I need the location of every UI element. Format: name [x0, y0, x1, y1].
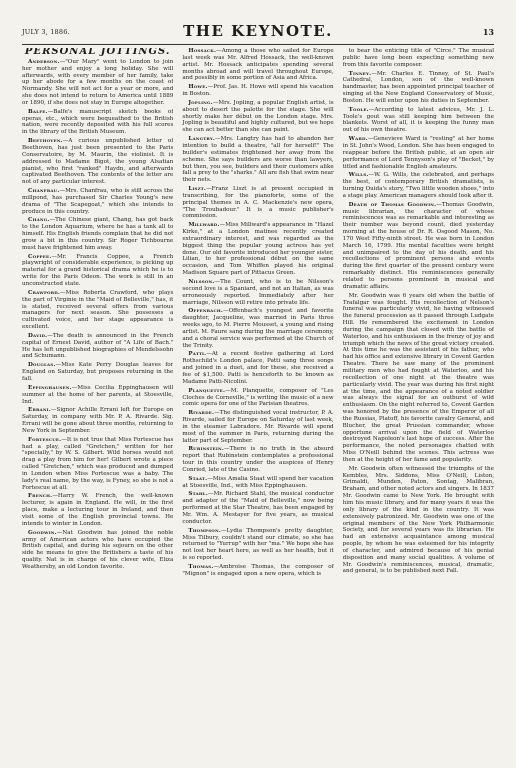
- jotting-lead: Wills.: [348, 172, 369, 179]
- jotting-item: [343, 466, 494, 576]
- jotting-text: —Offenbach's youngest and favorite daughter, Jacqueline, was married in Paris three weeks ago, to M. Pierre Mousset, a young and rising artist. M. Faure sang during the marriage ceremony, and a choral service was performed at the Church of the Trinity.: [182, 308, 334, 349]
- jotting-item: [22, 530, 173, 571]
- jotting-text: —Miss Millward's appearance in "Hazel Kirke," at a London matinee recently created extraordinary interest, and was regarded as the biggest thing the popular young actress has yet done. Our old favorite introduced her younger sister, Lilian, to her professional début on the same occasion, and Tom Whiffen played his original Madison Square part of Pittacus Green.: [182, 222, 334, 277]
- jotting-lead: Crawford.: [28, 289, 61, 296]
- jotting-text: —Mr. Francis Coppee, a French playwright of considerable experience, is picking up material for a grand historical drama which he is to write for the Paris Odeon. The work is still in an unconstructed state.: [22, 253, 174, 287]
- jotting-lead: Rubinstein.: [188, 446, 224, 453]
- jotting-item: [343, 107, 494, 134]
- jotting-text: —M. Planquette, composer of "Les Cloches de Corneville," is writing the music of a new comic opera for one of the Parisian theatres.: [182, 387, 334, 408]
- jotting-text: —Miss Kate Perry Douglas leaves for England on Saturday, but proposes returning in the fall.: [22, 362, 174, 382]
- jotting-lead: Rivarde.: [188, 410, 215, 417]
- jotting-text: —Signor Achille Errani left for Europe on Saturday, in company with Mr. P. A. Rivarde. Sig. Errani will be gone about three months, returning to New York in September.: [22, 407, 174, 434]
- jotting-item: [22, 493, 173, 527]
- page-number: 13: [482, 27, 494, 37]
- jotting-lead: Jopling.: [188, 99, 213, 106]
- jotting-text: —Mrs. Jopling, a popular English artist, is about to desert the palette for the stage. She will shortly make her début on the London stage. Mrs. Jopling is beautiful and highly cultured, but we hope she can act better than she can paint.: [182, 99, 334, 134]
- jotting-lead: Anderson.: [28, 58, 60, 65]
- jotting-text: —Among a those who sailed for Europe last week was Mr. Alfred Hossack, the well-known artist. Mr. Hossack anticipates spending several months abroad and will travel throughout Europe, and possibly in some portion of Asia and Africa.: [182, 48, 334, 82]
- jotting-text: —Harry W. French, the well-known lecturer, is again in England. He will, in the first place, make a lecturing tour in Ireland, and then visit some of the English provincial towns. He intends to winter in London.: [22, 493, 174, 527]
- jotting-item: [22, 138, 173, 186]
- jotting-text: —Mr. Richard Stahl, the musical conductor and adapter of the "Maid of Belleville," now being performed at the Star Theatre, has been engaged by Mr. Wm. A. Mestayer for five years, as musical conductor.: [182, 491, 334, 525]
- jotting-lead: Chanfrau.: [28, 188, 60, 195]
- jotting-item: [182, 476, 333, 490]
- jotting-lead: Beethoven.: [28, 138, 63, 145]
- jotting-lead: Liszt.: [188, 186, 207, 193]
- jotting-text: —Franz Liszt is at present occupied in transcribing, for the pianoforte, some of the principal themes in A. C. Mackenzie's new opera, "The Troubadour." It is a music publisher's commission.: [182, 186, 334, 220]
- jotting-item: [343, 293, 494, 464]
- jotting-text: to bear the enticing title of "Circe." The musical public have long been expecting something new from this favorite composer.: [342, 48, 494, 68]
- jotting-item: [22, 407, 173, 434]
- jotting-lead: Staat.: [188, 475, 208, 482]
- jotting-item: [22, 385, 173, 406]
- jotting-lead: Fortescue.: [28, 436, 62, 443]
- jotting-text: —"Our Mary" went to London to join her mother and enjoy a long holiday. She will afterwards, with every member of her family, take up her abode for a few months on the coast of Normandy. She will not act for a year or more, and she does not intend to return to America until 1889 or 1890, if she does not stay in Europe altogether.: [22, 58, 174, 106]
- jotting-item: [182, 446, 333, 473]
- jotting-text: —Lydia Thompson's pretty daughter, Miss Tilbury, couldn't stand our climate, so she has returned to "Yurrup" with her "ma." We hope she has not lost her heart here, as well as her health, but it is so reported.: [182, 527, 334, 562]
- jotting-text: —Prof. Jas. H. Howe will spend his vacation in Boston.: [182, 84, 334, 98]
- jotting-item: [182, 222, 333, 277]
- jotting-text: —Miss Roberta Crawford, who plays the part of Virginie in the "Maid of Belleville," has, it is stated, received several offers from various managers for next season. She possesses a cultivated voice, and her stage appearance is excellent.: [22, 289, 174, 331]
- jotting-text: —Genevieve Ward is "resting" at her home in St. John's Wood, London. She has been engaged to reappear before the British public, at an open air performance of Lord Tennyson's play of "Becket," by titled and fashionable English amateurs.: [342, 136, 494, 170]
- jotting-lead: Coppee.: [28, 253, 52, 260]
- jotting-text: —At a recent festive gathering at Lord Rothschild's London palace, Patti sang three songs and joined in a duet, and for these, she received a fee of $1,500. Patti is henceforth to be known as Madame Patti-Nicolini.: [182, 351, 334, 385]
- jotting-lead: Eppinghausen.: [28, 384, 72, 391]
- jotting-item: [182, 528, 333, 562]
- jotting-text: —Mr. Charles E. Tinney, of St. Paul's Cathedral, London, son of the well-known bandmaster, has been appointed principal teacher of singing at the New England Conservatory of Music, Boston. He will enter upon his duties in September.: [342, 70, 494, 104]
- jotting-item: [182, 308, 333, 349]
- jotting-text: —There is no truth in the absurd report that Rubinstein contemplates a professional tour in this country under the auspices of Henry Conried, late of the Casino.: [182, 446, 334, 473]
- jotting-item: [182, 564, 333, 578]
- jotting-item: [343, 172, 494, 199]
- jotting-item: [182, 136, 333, 184]
- jotting-item: [22, 217, 173, 251]
- jotting-lead: Stahl.: [188, 491, 208, 498]
- jotting-lead: Chang.: [28, 217, 50, 224]
- jotting-lead: Ward.: [348, 136, 368, 143]
- jotting-text: —Miss Cecilia Eppinghausen will summer at the home of her parents, at Stoesville, Ind.: [22, 384, 174, 405]
- jotting-lead: Offenbach.: [188, 308, 223, 315]
- jotting-item: [22, 254, 173, 288]
- jotting-text: Mr. Goodwin often witnessed the triumphs of the Kembles, Mrs. Siddons, Miss O'Neill, Liston, Grimaldi, Munden, Paton, Sontag, Malibran, Braham, and other noted actors and singers. In 1837 Mr. Goodwin came to New York. He brought with him his music library, and for many years it was the only library of the kind in the country. It was extensively patronized. Mr. Goodwin was one of the original members of the New York Philharmonic Society, and for several years was its librarian. He had an extensive acquaintance among musical people, by whom he was esteemed for his integrity of character, and admired because of his genial disposition and many social qualities. A volume of Mr. Goodwin's reminiscences, musical, dramatic, and general, is to be published next Fall.: [342, 465, 494, 575]
- jotting-lead: Tinney.: [348, 70, 372, 77]
- jotting-lead: David.: [28, 332, 48, 339]
- jotting-lead: Planquette.: [188, 387, 226, 394]
- jotting-text: —A curious unpublished letter of Beethoven, has just been presented to the Paris Conservatoire, by M. Maurin, the violinist. It is addressed to Madame Bigot, the young Alsatian pianist, who first "ranked" Haydn, and afterwards captivated Beethoven. The contents of the letter are not of any particular interest.: [22, 138, 174, 186]
- jotting-lead: Hossack.: [188, 48, 217, 54]
- jotting-lead: Langtry.: [188, 136, 216, 143]
- issue-date: JULY 3, 1886.: [22, 28, 70, 36]
- jotting-item: [182, 48, 333, 82]
- jotting-text: —Nat Goodwin has joined the noble army of American actors who have occupied the British capital, and during his sojourn on the other side he means to give the Britishers a taste of his quality. Nat is in charge of his clever wife, Eliza Weathersby, an old London favorite.: [22, 529, 174, 570]
- jotting-lead: Millward.: [188, 222, 220, 229]
- jotting-text: —The Chinese giant, Chang, has got back to the London Aquarium, where he has a tank all to himself. His English friends complain that he did not grow a bit in this country. Sir Roger Tichbourne must have frightened him away.: [22, 217, 174, 251]
- jotting-item: [182, 186, 333, 220]
- jotting-lead: Thompson.: [188, 527, 221, 534]
- article-columns: [22, 48, 494, 768]
- jotting-item: [182, 410, 333, 444]
- jotting-item: [182, 351, 333, 385]
- jotting-item: [182, 279, 333, 306]
- jotting-item: [182, 84, 333, 98]
- jotting-lead: Death of Thomas Goodwin.: [348, 201, 437, 208]
- jotting-lead: Errani.: [28, 407, 51, 414]
- jotting-lead: Toole.: [348, 106, 369, 113]
- jotting-text: —Mrs. Chanfrau, who is still across the millpond, has purchased Sir Charles Young's new drama of "The Scapegoat," which she intends to produce in this country.: [22, 188, 174, 215]
- column-1: [22, 48, 173, 768]
- jotting-lead: Goodwin.: [28, 529, 57, 536]
- jotting-text: —Thomas Goodwin, music librarian, the character of whose reminiscences was as remarkable and interesting as their number was beyond count, died yesterday morning at the house of Dr. R. Osgood Mason, No. 170 West Fifty-ninth street. He was born in London March 16, 1799. His mental faculties were bright and unimpaired to the day of his death, and his recollections of prominent persons and events during the first quarter of the present century were remarkably distinct. His reminiscences generally related to persons prominent in musical and dramatic affairs.: [342, 201, 494, 290]
- column-3: [343, 48, 494, 768]
- jotting-lead: Howe.: [188, 84, 208, 91]
- jotting-text: —Balfe's manuscript sketch books of operas, etc., which were bequeathed to the British nation, were recently deposited with his full scores in the library of the British Museum.: [22, 108, 174, 136]
- jotting-text: —Miss Amalia Staat will spend her vacation at Stoesville, Ind., with Miss Eppinghausen.: [182, 475, 334, 489]
- jotting-text: —Ambroise Thomas, the composer of "Mignon" is engaged upon a new opera, which is: [182, 563, 334, 577]
- jotting-item: [22, 333, 173, 360]
- column-2: [182, 48, 333, 768]
- jotting-text: —W. G. Wills, the celebrated, and perhaps the best, of contemporary British dramatists, is turning Ouida's story, "Two little wooden shoes," into a stage play. American managers should look after it.: [342, 172, 494, 199]
- jotting-lead: Douglas.: [28, 362, 56, 369]
- jotting-item: [182, 100, 333, 134]
- jotting-text: —The death is announced in the French capital of Ernest David, author of "A Life of Bach." He has left unpublished biographies of Mendelssohn and Schumann.: [22, 332, 174, 360]
- jotting-lead: French.: [28, 493, 53, 500]
- jotting-item: [182, 491, 333, 525]
- jotting-item: [343, 202, 494, 291]
- jotting-item: [22, 188, 173, 215]
- jotting-item: [343, 71, 494, 105]
- masthead: [22, 22, 494, 45]
- jotting-lead: Thomas.: [188, 563, 214, 570]
- jotting-item: [22, 437, 173, 492]
- publication-title: THE KEYNOTE.: [183, 22, 333, 40]
- section-heading: PERSONAL JOTTINGS.: [24, 48, 171, 57]
- jotting-text: Mr. Goodwin was 6 years old when the battle of Trafalgar was fought. His recollection of Nelson's funeral was particularly vivid, he having witnessed the funeral procession as it passed through Ludgate Hill. He remembered the excitement in London during the campaign that closed with the battle of Waterloo, and his enthusiasm in the frenzy of joy and triumph which the news of the great victory created. At this time he was the assistant of his father, who had his office and extensive library in Covent Garden Theatre. There he saw many of the prominent military men who had fought at Waterloo, and his recollection of one night at the theatre was particularly vivid. The year was during his first night at the time, and the appearance of a noted soldier was always the signal for an outburst of wild enthusiasm. On the night referred to, Covent Garden was honored by the presence of the Emperor of all the Russias, Platoff, his favorite cavalry General, and Blucher, the great Prussian commander, whose opportune arrival upon the field of Waterloo destroyed Napoleon's last hope of success. After the performance, the noted personages chatted with Miss O'Neill behind the scenes. This actress was then at the height of her fame and popularity.: [342, 292, 494, 463]
- jotting-item: [22, 290, 173, 331]
- jotting-item: [343, 48, 494, 69]
- jotting-text: —Mrs. Langtry has had to abandon her intention to build a theatre, "all for herself!" The builder's estimates frightened her away from the scheme. She says builders are worse than lawyers, but then, you see, builders and their customers alike fall a prey to the "sharks." All are fish that swim near their nets.: [182, 136, 334, 184]
- jotting-item: [22, 109, 173, 136]
- jotting-text: —The distinguished vocal instructor, P. A. Rivarde, sailed for Europe on Saturday of last week, in the steamer Labradore. Mr. Rivarde will spend most of the summer in Paris, returning during the latter part of September.: [182, 410, 334, 444]
- jotting-text: —According to latest advices, Mr. J. L. Toole's gout was still keeping him between the blankets. Worst of all, it is keeping the funny man out of his own theatre.: [342, 106, 494, 134]
- jotting-item: [22, 59, 173, 107]
- jotting-lead: Patti.: [188, 351, 207, 358]
- jotting-item: [22, 362, 173, 383]
- jotting-item: [343, 136, 494, 170]
- jotting-lead: Nilsson.: [188, 279, 215, 285]
- jotting-text: —The Count, who is to be Nilsson's second love is a Spaniard, and not an Italian, as was erroneously reported. Immediately after her marriage, Nilsson will retire into private life.: [182, 279, 334, 306]
- jotting-text: —It is not true that Miss Fortescue has had a play, called "Gretchen," written for her "specially," by W. S. Gilbert. Wild horses would not drag a play from him for her! Gilbert wrote a piece called "Gretchen," which was produced and dumped in London when Miss Fortescue was a baby. The lady's real name, by the way, is Fyney, so she is not a Fortescue at all.: [22, 436, 174, 491]
- jotting-lead: Balfe.: [28, 108, 48, 115]
- jotting-item: [182, 388, 333, 409]
